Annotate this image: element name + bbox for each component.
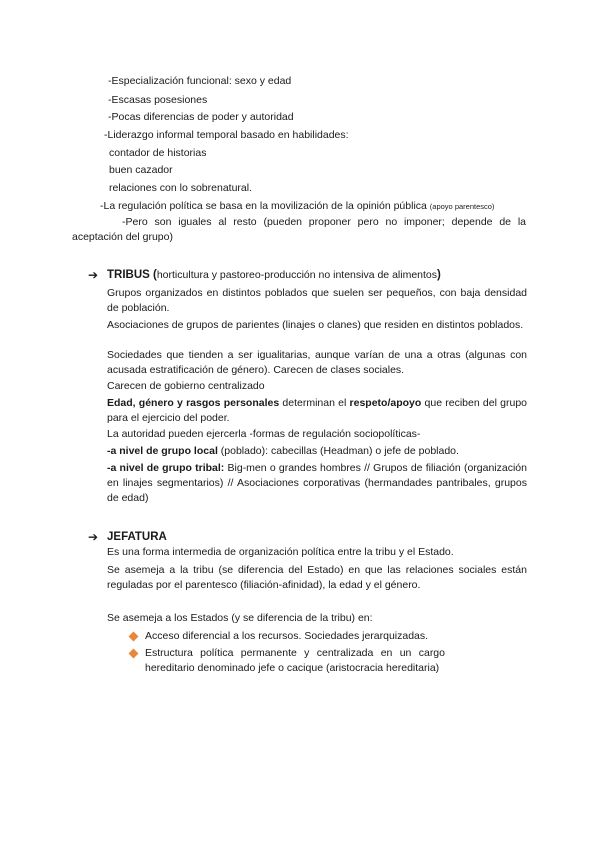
tribus-tribal-paragraph [107,461,527,506]
tribus-power-end: que reciben del grupo para el ejercicio del poder. [107,397,527,424]
jefatura-paragraph: Se asemeja a la tribu (se diferencia del Estado) en que las relaciones sociales están reguladas por el parentesco (filiación-afinidad), la edad y el género. [107,564,527,591]
tribus-paragraph: Sociedades que tienden a ser igualitarias, aunque varían de una a otras (algunas con acusada estratificación de género). Carecen de clases sociales. [107,349,527,376]
tribus-tribal-bold: -a nivel de grupo tribal: [107,462,225,474]
band-item: -Pocas diferencias de poder y autoridad [108,111,294,123]
arrow-icon: ➔ [88,268,99,282]
jefatura-bullet: Estructura política permanente y centralizada en un cargo hereditario denominado jefe o cacique (aristocracia hereditaria) [145,647,445,674]
jefatura-title: JEFATURA [107,531,167,543]
band-item: -Escasas posesiones [108,94,208,106]
band-subitem: contador de historias [109,147,207,159]
tribus-tribal-text: Big-men o grandes hombres // Grupos de filiación (organización en linajes segmentarios) // Asociaciones corporativas (hermandades pantribales, grupos de edad) [107,462,527,504]
arrow-icon: ➔ [88,530,99,544]
diamond-bullet-icon [129,632,139,642]
regulation-note: (apoyo parentesco) [429,202,495,211]
regulation-text: -La regulación política se basa en la movilización de la opinión pública [100,200,427,212]
tribus-close: ) [437,269,441,281]
band-item: -Especialización funcional: sexo y edad [108,75,292,87]
diamond-bullet-icon [129,649,139,659]
tribus-paragraph: La autoridad pueden ejercerla -formas de regulación sociopolíticas- [107,428,421,440]
tribus-title: TRIBUS ( [107,269,157,281]
tribus-paragraph: Asociaciones de grupos de parientes (linajes o clanes) que residen en distintos poblados. [107,319,524,331]
jefatura-paragraph: Es una forma intermedia de organización política entre la tribu y el Estado. [107,546,454,558]
jefatura-paragraph: Se asemeja a los Estados (y se diferencia de la tribu) en: [107,612,373,624]
tribus-power-bold2: respeto/apoyo [349,397,422,409]
equal-paragraph: -Pero son iguales al resto (pueden proponer pero no imponer; depende de la aceptación del grupo) [72,216,526,243]
tribus-power-bold: Edad, género y rasgos personales [107,397,280,409]
tribus-subtitle: horticultura y pastoreo-producción no intensiva de alimentos [156,269,438,281]
tribus-local-line [107,444,459,459]
band-subitem: buen cazador [109,164,173,176]
jefatura-bullet: Acceso diferencial a los recursos. Sociedades jerarquizadas. [145,630,429,642]
tribus-paragraph: Carecen de gobierno centralizado [107,380,265,392]
tribus-local-text: (poblado): cabecillas (Headman) o jefe de poblado. [217,445,459,457]
regulation-line [100,199,494,214]
band-subitem: relaciones con lo sobrenatural. [109,182,253,194]
band-item: -Liderazgo informal temporal basado en habilidades: [104,129,349,141]
tribus-heading [107,268,441,283]
tribus-power-paragraph [107,396,527,426]
tribus-local-bold: -a nivel de grupo local [107,445,218,457]
tribus-power-mid: determinan el [279,397,350,409]
tribus-paragraph: Grupos organizados en distintos poblados que suelen ser pequeños, con baja densidad de población. [107,287,527,314]
